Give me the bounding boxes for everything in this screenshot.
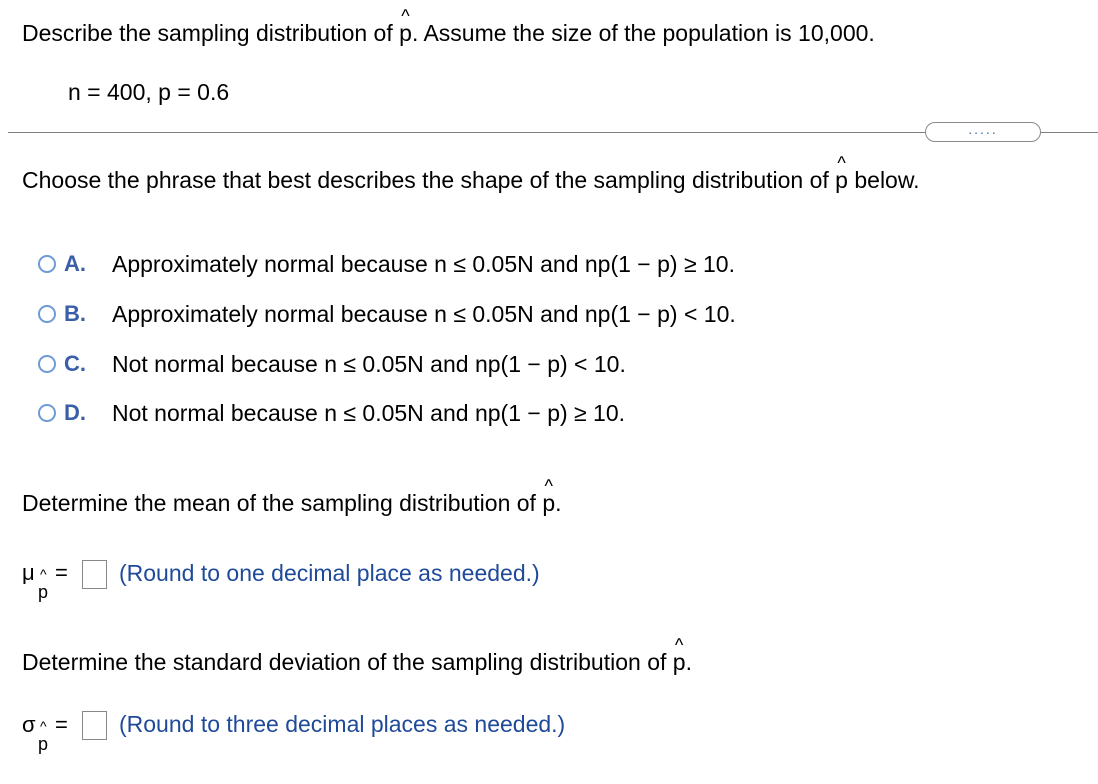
problem-text-end: . Assume the size of the population is 10,000.: [411, 20, 875, 46]
subscript-hat: ^: [40, 566, 47, 582]
radio-button[interactable]: [38, 355, 56, 373]
p-hat-symbol: ^ p: [835, 166, 848, 194]
subscript-hat: ^: [40, 718, 47, 734]
mean-question-end: .: [555, 490, 562, 516]
option-text: Approximately normal because n ≤ 0.05N and np(1 − p) < 10.: [112, 300, 736, 327]
show-more-button[interactable]: [925, 122, 1041, 142]
option-letter: C.: [64, 351, 86, 376]
option-text: Not normal because n ≤ 0.05N and np(1 − p) ≥ 10.: [112, 399, 626, 426]
sd-question-text: Determine the standard deviation of the sampling distribution of: [22, 649, 673, 675]
p-hat-symbol: ^ p: [399, 19, 412, 47]
option-text: Approximately normal because n ≤ 0.05N and np(1 − p) ≥ 10.: [112, 250, 735, 277]
show-more-dots: .....: [968, 121, 998, 137]
radio-button[interactable]: [38, 255, 56, 273]
sd-question: [22, 648, 692, 676]
equals-sign: =: [55, 712, 68, 737]
option-letter: D.: [64, 400, 86, 425]
given-values: n = 400, p = 0.6: [68, 79, 230, 105]
equals-sign: =: [55, 560, 68, 585]
sigma-subscript-p: p: [38, 734, 49, 754]
shape-question-text: Choose the phrase that best describes the shape of the sampling distribution of: [22, 167, 836, 193]
sd-rounding-hint: (Round to three decimal places as needed.): [119, 711, 566, 737]
problem-statement: [22, 19, 875, 47]
radio-button[interactable]: [38, 305, 56, 323]
sd-answer-input[interactable]: [82, 711, 107, 740]
mean-answer-input[interactable]: [82, 560, 107, 589]
option-c[interactable]: [38, 349, 626, 379]
option-a[interactable]: [38, 249, 735, 279]
p-hat-symbol: ^ p: [673, 648, 686, 676]
mu-symbol: μ: [22, 560, 35, 585]
sigma-symbol: σ: [22, 712, 36, 737]
radio-button[interactable]: [38, 404, 56, 422]
option-letter: B.: [64, 301, 86, 326]
option-letter: A.: [64, 251, 86, 276]
p-hat-symbol: ^ p: [542, 489, 555, 517]
mean-question-text: Determine the mean of the sampling distribution of: [22, 490, 543, 516]
option-text: Not normal because n ≤ 0.05N and np(1 − p) < 10.: [112, 350, 626, 377]
shape-question: [22, 166, 920, 194]
sd-question-end: .: [685, 649, 692, 675]
mu-subscript-p: p: [38, 582, 49, 602]
problem-text-start: Describe the sampling distribution of: [22, 20, 400, 46]
mean-question: [22, 489, 562, 517]
mean-rounding-hint: (Round to one decimal place as needed.): [119, 560, 540, 586]
shape-question-text-end: below.: [847, 167, 920, 193]
option-b[interactable]: [38, 299, 736, 329]
option-d[interactable]: [38, 398, 625, 428]
